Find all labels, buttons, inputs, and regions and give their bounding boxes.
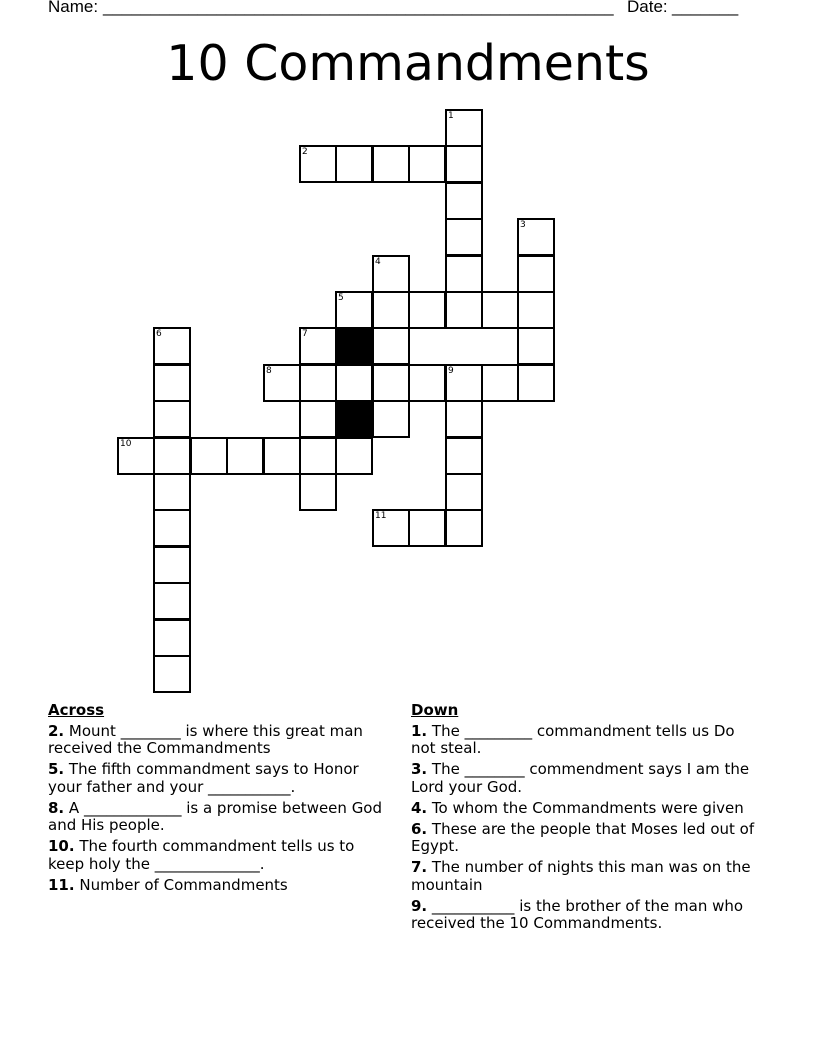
grid-cell[interactable] <box>445 509 483 547</box>
grid-cell[interactable] <box>263 364 301 402</box>
grid-cell[interactable] <box>190 437 228 475</box>
grid-cell[interactable] <box>445 182 483 220</box>
grid-cell[interactable] <box>153 437 191 475</box>
grid-cell[interactable] <box>445 145 483 183</box>
down-clue <box>411 898 756 933</box>
across-clue <box>48 723 393 758</box>
grid-cell[interactable] <box>335 437 373 475</box>
clue-number-label: 9 <box>448 366 454 376</box>
clue-number: 1. <box>411 721 428 740</box>
grid-cell[interactable] <box>117 437 155 475</box>
grid-cell[interactable] <box>153 400 191 438</box>
grid-cell[interactable] <box>153 327 191 365</box>
grid-cell[interactable] <box>445 364 483 402</box>
grid-cell[interactable] <box>153 655 191 693</box>
across-clue <box>48 800 393 835</box>
grid-cell[interactable] <box>481 364 519 402</box>
clue-text: The number of nights this man was on the mountain <box>411 858 751 894</box>
grid-cell[interactable] <box>299 364 337 402</box>
clue-number: 10. <box>48 837 75 855</box>
grid-cell[interactable] <box>408 509 446 547</box>
clue-number-label: 10 <box>120 439 132 449</box>
grid-cell[interactable] <box>299 145 337 183</box>
clue-number-label: 11 <box>375 511 387 521</box>
clue-text: ___________ is the brother of the man who received the 10 Commandments. <box>411 896 744 932</box>
grid-cell[interactable] <box>517 291 555 329</box>
clue-number-label: 7 <box>302 329 308 339</box>
grid-cell[interactable] <box>372 400 410 438</box>
grid-cell[interactable] <box>517 364 555 402</box>
grid-cell[interactable] <box>372 145 410 183</box>
grid-cell[interactable] <box>335 364 373 402</box>
across-clues <box>48 702 393 898</box>
clue-text: The _________ commandment tells us Do not steal. <box>411 721 735 757</box>
down-clue <box>411 800 756 818</box>
clue-text: A _____________ is a promise between God and His people. <box>48 798 383 834</box>
clue-text: The fifth commandment says to Honor your father and your ___________. <box>48 760 359 796</box>
grid-cell[interactable] <box>153 509 191 547</box>
clue-number: 6. <box>411 819 428 838</box>
grid-cell[interactable] <box>153 364 191 402</box>
grid-cell[interactable] <box>226 437 264 475</box>
grid-cell-blocked <box>335 400 373 438</box>
grid-cell[interactable] <box>445 473 483 511</box>
grid-cell[interactable] <box>517 255 555 293</box>
date-field-line[interactable]: _______ <box>672 0 739 16</box>
clue-text: Number of Commandments <box>79 875 288 894</box>
grid-cell[interactable] <box>299 473 337 511</box>
grid-cell[interactable] <box>335 291 373 329</box>
clue-number-label: 1 <box>448 111 454 121</box>
down-clue <box>411 761 756 796</box>
grid-cell[interactable] <box>517 327 555 365</box>
name-label: Name: <box>48 0 99 16</box>
grid-cell[interactable] <box>445 255 483 293</box>
grid-cell[interactable] <box>372 364 410 402</box>
grid-cell[interactable] <box>445 109 483 147</box>
clue-text: The fourth commandment tells us to keep holy the ______________. <box>48 837 355 873</box>
clue-text: Mount ________ is where this great man received the Commandments <box>48 721 363 757</box>
clue-number: 7. <box>411 858 428 876</box>
clue-number-label: 8 <box>266 366 272 376</box>
clue-number: 5. <box>48 760 65 778</box>
down-clues <box>411 702 756 936</box>
clue-text: These are the people that Moses led out of Egypt. <box>411 819 755 855</box>
clue-text: To whom the Commandments were given <box>431 798 744 817</box>
clue-number: 4. <box>411 798 428 817</box>
grid-cell[interactable] <box>299 327 337 365</box>
clue-number-label: 4 <box>375 257 381 267</box>
grid-cell[interactable] <box>445 218 483 256</box>
grid-cell[interactable] <box>153 473 191 511</box>
name-field-line[interactable]: ______________________________________________________ <box>103 0 614 16</box>
across-clue <box>48 877 393 895</box>
grid-cell[interactable] <box>445 400 483 438</box>
clue-number: 9. <box>411 896 428 915</box>
grid-cell[interactable] <box>445 291 483 329</box>
clue-number: 8. <box>48 798 65 817</box>
grid-cell[interactable] <box>153 582 191 620</box>
clue-text: The ________ commendment says I am the Lord your God. <box>411 760 750 796</box>
grid-cell[interactable] <box>372 255 410 293</box>
grid-cell-blocked <box>335 327 373 365</box>
grid-cell[interactable] <box>445 437 483 475</box>
down-clue <box>411 859 756 894</box>
clue-number-label: 2 <box>302 147 308 157</box>
grid-cell[interactable] <box>153 619 191 657</box>
grid-cell[interactable] <box>263 437 301 475</box>
grid-cell[interactable] <box>517 218 555 256</box>
date-label: Date: <box>627 0 668 16</box>
across-clue <box>48 761 393 796</box>
grid-cell[interactable] <box>481 291 519 329</box>
across-heading: Across <box>48 701 105 719</box>
clue-number: 2. <box>48 721 65 740</box>
grid-cell[interactable] <box>408 291 446 329</box>
clue-number-label: 5 <box>338 293 344 303</box>
grid-cell[interactable] <box>335 145 373 183</box>
grid-cell[interactable] <box>372 291 410 329</box>
clue-number-label: 6 <box>156 329 162 339</box>
down-clue <box>411 723 756 758</box>
grid-cell[interactable] <box>372 509 410 547</box>
grid-cell[interactable] <box>299 437 337 475</box>
clue-number: 3. <box>411 760 428 778</box>
down-clue <box>411 821 756 856</box>
grid-cell[interactable] <box>153 546 191 584</box>
grid-cell[interactable] <box>372 327 410 365</box>
grid-cell[interactable] <box>408 364 446 402</box>
across-clue <box>48 838 393 873</box>
grid-cell[interactable] <box>408 145 446 183</box>
clue-number: 11. <box>48 875 75 894</box>
clue-number-label: 3 <box>520 220 526 230</box>
grid-cell[interactable] <box>299 400 337 438</box>
down-heading: Down <box>411 701 459 719</box>
page-title: 10 Commandments <box>166 35 650 92</box>
